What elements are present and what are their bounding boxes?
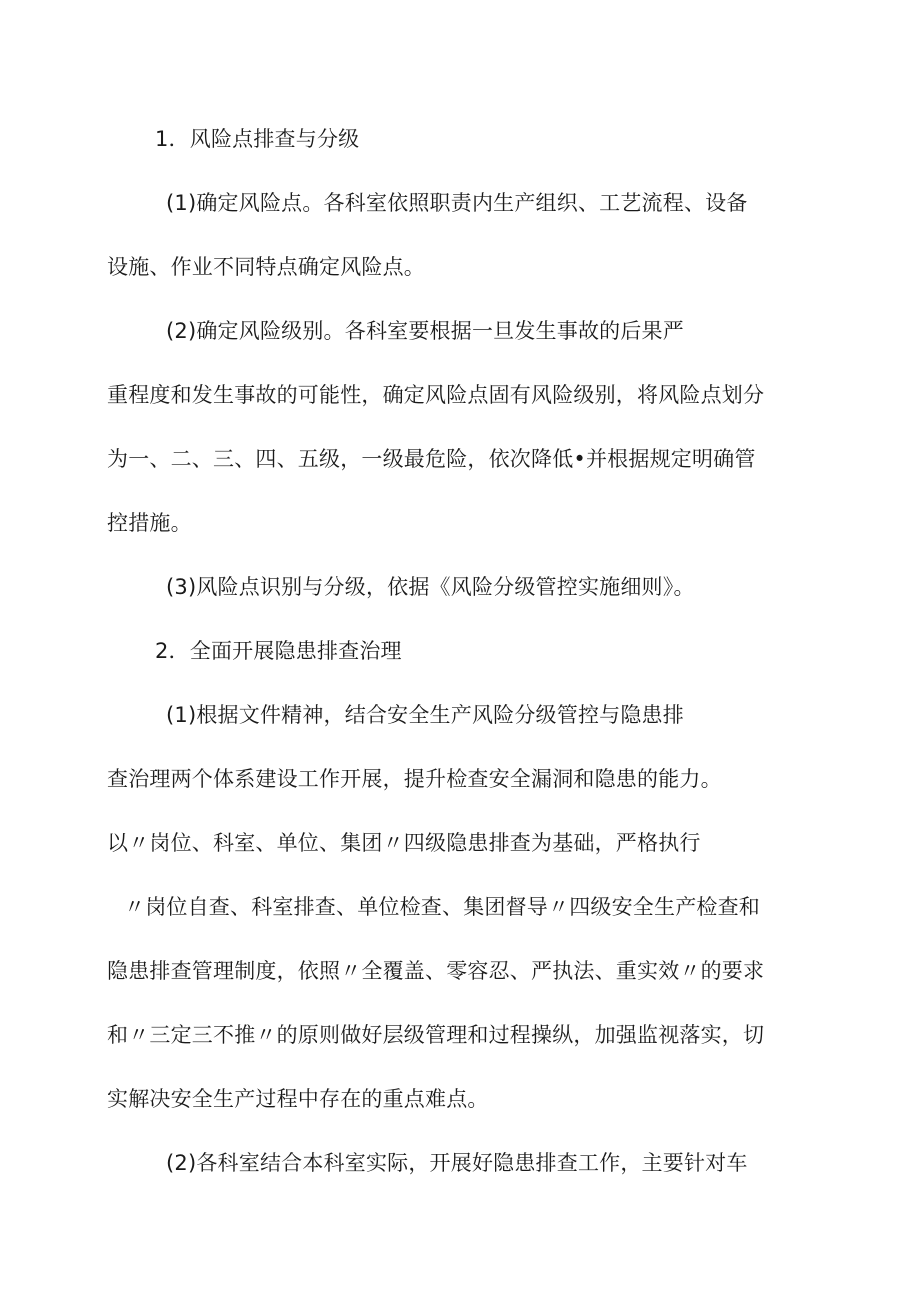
paragraph-line: (3)风险点识别与分级，依据《风险分级管控实施细则》。 — [166, 575, 695, 599]
paragraph-line: 重程度和发生事故的可能性，确定风险点固有风险级别，将风险点划分 — [107, 383, 765, 407]
section-heading-2: 2．全面开展隐患排查治理 — [155, 639, 402, 663]
paragraph-line: 设施、作业不同特点确定风险点。 — [107, 255, 425, 279]
paragraph-line: 隐患排查管理制度，依照〃全覆盖、零容忍、严执法、重实效〃的要求 — [107, 959, 765, 983]
paragraph-line: 控措施。 — [107, 511, 192, 535]
paragraph-line: (1)根据文件精神，结合安全生产风险分级管控与隐患排 — [166, 703, 684, 727]
paragraph-line: 以〃岗位、科室、单位、集团〃四级隐患排查为基础，严格执行 — [107, 831, 701, 855]
paragraph-line: 查治理两个体系建设工作开展，提升检查安全漏洞和隐患的能力。 — [107, 767, 722, 791]
paragraph-line: (2)确定风险级别。各科室要根据一旦发生事故的后果严 — [166, 319, 684, 343]
section-heading-1: 1．风险点排查与分级 — [155, 127, 360, 151]
paragraph-line: 为一、二、三、四、五级，一级最危险，依次降低•并根据规定明确管 — [107, 447, 756, 471]
paragraph-line: (2)各科室结合本科室实际，开展好隐患排查工作，主要针对车 — [166, 1151, 748, 1175]
paragraph-line: 和〃三定三不推〃的原则做好层级管理和过程操纵，加强监视落实，切 — [107, 1023, 765, 1047]
paragraph-line: (1)确定风险点。各科室依照职责内生产组织、工艺流程、设备 — [166, 191, 748, 215]
paragraph-line: 〃岗位自查、科室排查、单位检查、集团督导〃四级安全生产检查和 — [124, 895, 760, 919]
paragraph-line: 实解决安全生产过程中存在的重点难点。 — [107, 1087, 489, 1111]
